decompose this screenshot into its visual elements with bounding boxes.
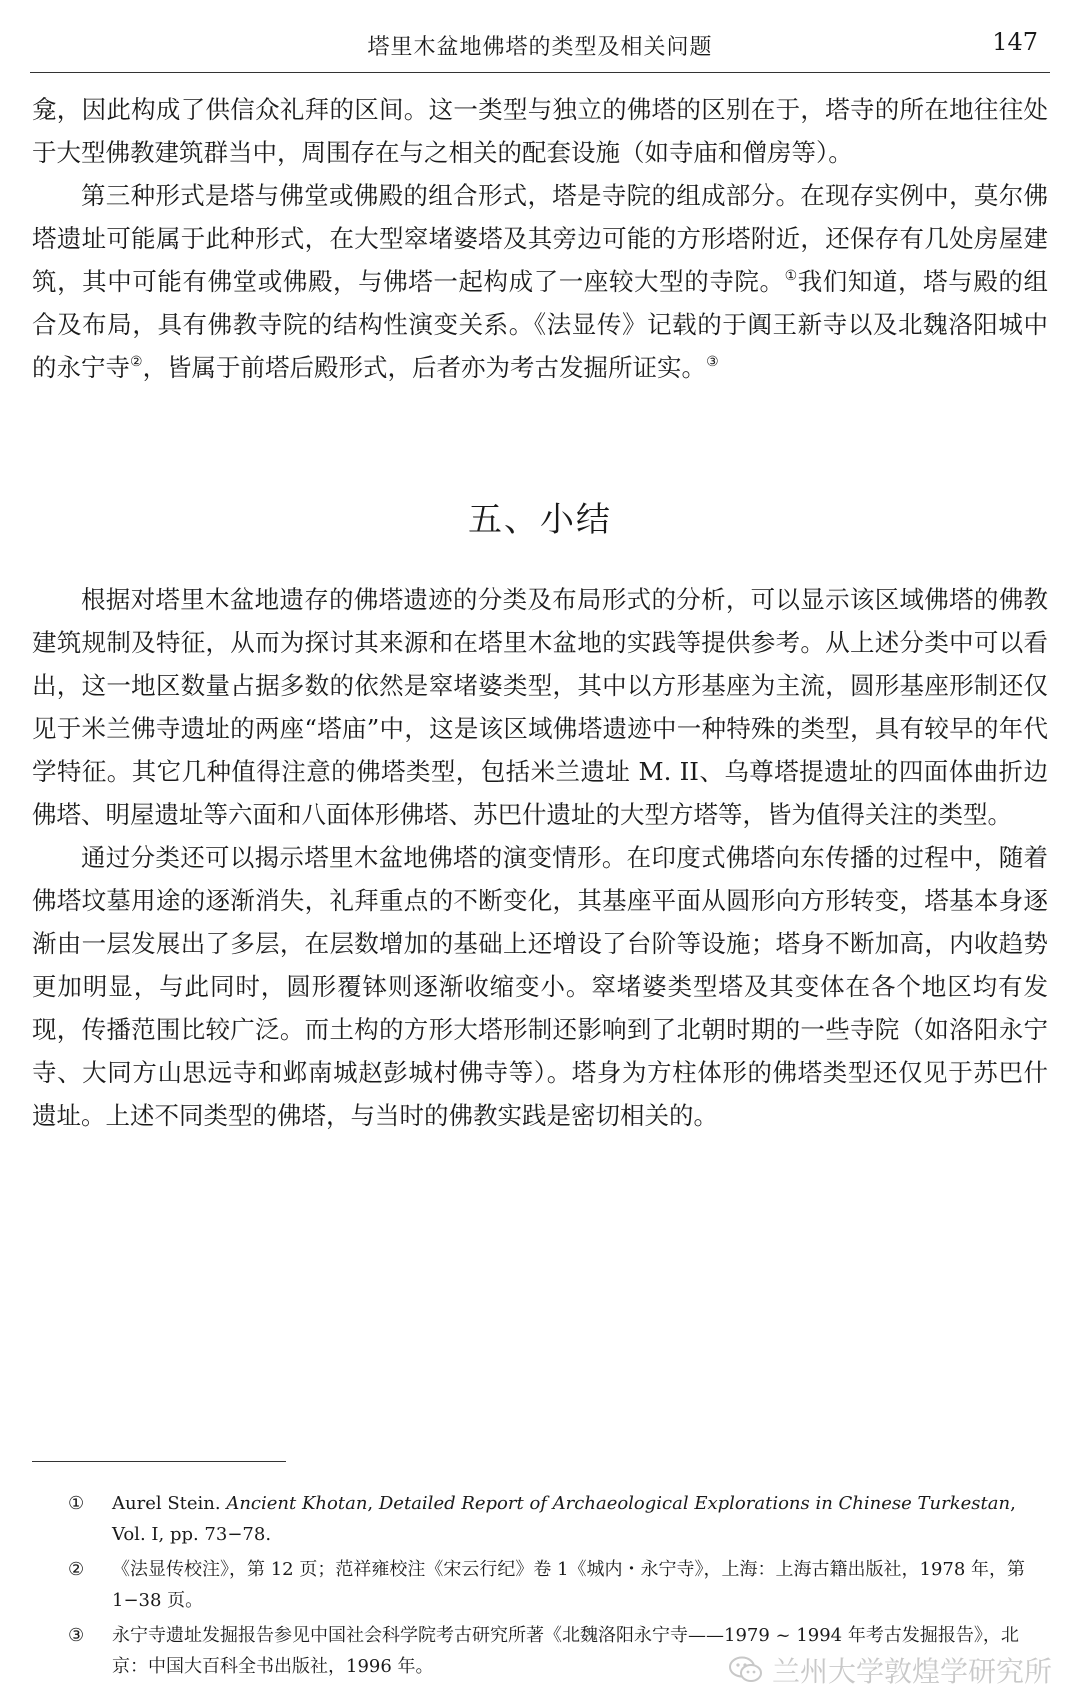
paragraph-1: 龛，因此构成了供信众礼拜的区间。这一类型与独立的佛塔的区别在于，塔寺的所在地往往处于大型佛教建筑群当中，周围存在与之相关的配套设施（如寺庙和僧房等）。 (32, 95, 1048, 167)
footnote-1-subtitle: Detailed Report of Archaeological Explorations in Chinese Turkestan (378, 1493, 1011, 1514)
footnote-mark: ① (68, 1493, 85, 1514)
footnote-1-author: Aurel Stein. (112, 1493, 227, 1514)
watermark-text: 兰州大学敦煌学研究所 (771, 1655, 1052, 1688)
footnote-1-tail: , Vol. I, pp. 73−78. (112, 1493, 1016, 1545)
page-number: 147 (992, 28, 1038, 56)
paragraph-2-part-c: ，皆属于前塔后殿形式，后者亦为考古发掘所证实。 (142, 353, 707, 382)
watermark (728, 1650, 1052, 1690)
footnote-2-text: 《法显传校注》，第 12 页；范祥雍校注《宋云行纪》卷 1《城内・永宁寺》，上海：上海古籍出版社，1978 年，第 1−38 页。 (112, 1559, 1026, 1611)
footnote-ref-2[interactable]: ② (130, 354, 143, 370)
footnote-divider (32, 1461, 286, 1462)
footnote-mark: ② (68, 1559, 85, 1580)
footnote-3-text: 永宁寺遗址发掘报告参见中国社会科学院考古研究所著《北魏洛阳永宁寺——1979 ~ 1994 年考古发掘报告》，北京：中国大百科全书出版社，1996 年。 (112, 1625, 1019, 1677)
lower-body (32, 578, 1048, 1137)
footnote-1-title: Ancient Khotan (226, 1493, 368, 1514)
footnote-2 (30, 1554, 1050, 1616)
running-header (30, 22, 1050, 73)
footnote-1 (30, 1488, 1050, 1550)
section-heading: 五、小结 (468, 500, 612, 540)
paragraph-2-part-b: 我们知道，塔与殿的组合及布局，具有佛教寺院的结构性演变关系。《法显传》记载的于阗王新寺以及北魏洛阳城中的永宁寺 (32, 267, 1048, 382)
upper-body (32, 88, 1048, 389)
running-title: 塔里木盆地佛塔的类型及相关问题 (367, 35, 713, 60)
footnote-ref-1[interactable]: ① (784, 268, 798, 284)
footnote-1-sep: , (367, 1493, 379, 1514)
paragraph-2-part-a: 第三种形式是塔与佛堂或佛殿的组合形式，塔是寺院的组成部分。在现存实例中，莫尔佛塔遗址可能属于此种形式，在大型窣堵婆塔及其旁边可能的方形塔附近，还保存有几处房屋建筑，其中可能有佛堂或佛殿，与佛塔一起构成了一座较大型的寺院。 (32, 181, 1048, 296)
paragraph-4: 通过分类还可以揭示塔里木盆地佛塔的演变情形。在印度式佛塔向东传播的过程中，随着佛塔坟墓用途的逐渐消失，礼拜重点的不断变化，其基座平面从圆形向方形转变，塔基本身逐渐由一层发展出了多层，在层数增加的基础上还增设了台阶等设施；塔身不断加高，内收趋势更加明显，与此同时，圆形覆钵则逐渐收缩变小。窣堵婆类型塔及其变体在各个地区均有发现，传播范围比较广泛。而土构的方形大塔形制还影响到了北朝时期的一些寺院（如洛阳永宁寺、大同方山思远寺和邺南城赵彭城村佛寺等）。塔身为方柱体形的佛塔类型还仅见于苏巴什遗址。上述不同类型的佛塔，与当时的佛教实践是密切相关的。 (32, 843, 1048, 1130)
footnote-mark: ③ (68, 1625, 85, 1646)
paragraph-3: 根据对塔里木盆地遗存的佛塔遗迹的分类及布局形式的分析，可以显示该区域佛塔的佛教建筑规制及特征，从而为探讨其来源和在塔里木盆地的实践等提供参考。从上述分类中可以看出，这一地区数量占据多数的依然是窣堵婆类型，其中以方形基座为主流，圆形基座形制还仅见于米兰佛寺遗址的两座“塔庙”中，这是该区域佛塔遗迹中一种特殊的类型，具有较早的年代学特征。其它几种值得注意的佛塔类型，包括米兰遗址 M. II、乌尊塔提遗址的四面体曲折边佛塔、明屋遗址等六面和八面体形佛塔、苏巴什遗址的大型方塔等，皆为值得关注的类型。 (32, 585, 1048, 829)
paragraph-2 (32, 174, 1048, 389)
footnote-ref-3[interactable]: ③ (706, 354, 719, 370)
wechat-icon (728, 1655, 764, 1685)
